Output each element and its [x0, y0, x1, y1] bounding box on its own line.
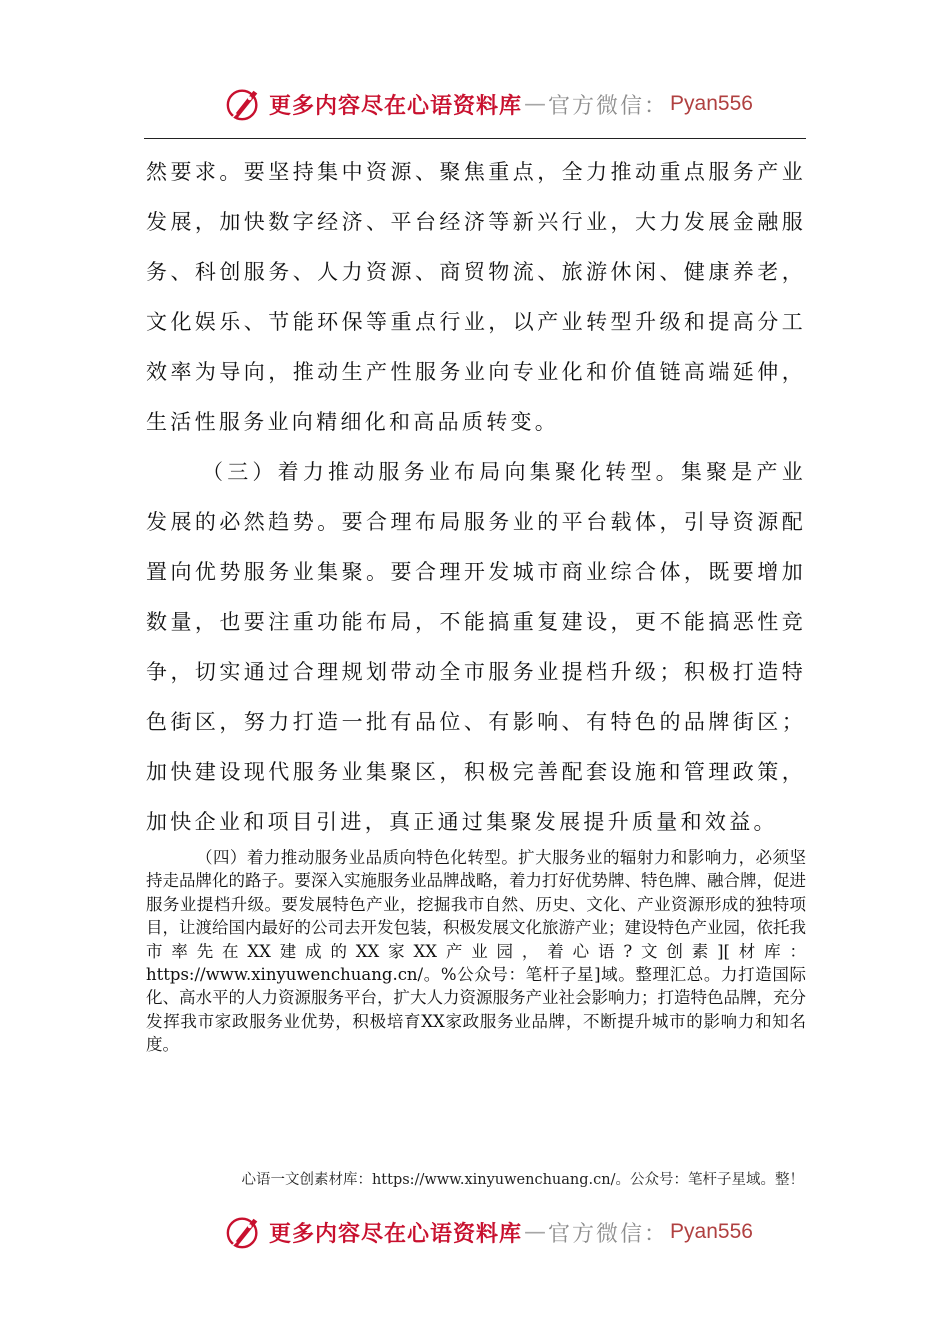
- header-official-label: 官方微信：: [548, 93, 669, 119]
- paragraph-four: （四）着力推动服务业品质向特色化转型。扩大服务业的辐射力和影响力，必须坚持走品牌化的路子。要深入实施服务业品牌战略，着力打好优势牌、特色牌、融合牌，促进服务业提档升级。要发展特色产业，挖掘我市自然、历史、文化、产业资源形成的独特项目，让渡给国内最好的公司去开发包装，积极发展文化旅游产业；建设特色产业园，依托我市率先在XX建成的XX家XX产业园，着心语?文创素][材库：https://www.xinyuwenchuang.cn/。%公众号：笔杆子星]域。整理汇总。力打造国际化、高水平的人力资源服务平台，扩大人力资源服务产业社会影响力；打造特色品牌，充分发挥我市家政服务业优势，积极培育XX家政服务业品牌，不断提升城市的影响力和知名度。: [146, 848, 806, 1055]
- footer-wechat-id: Pyan556: [670, 1220, 753, 1243]
- paragraph-three: （三）着力推动服务业布局向集聚化转型。集聚是产业发展的必然趋势。要合理布局服务业的平台载体，引导资源配置向优势服务业集聚。要合理开发城市商业综合体，既要增加数量，也要注重功能布局，不能搞重复建设，更不能搞恶性竞争，切实通过合理规划带动全市服务业提档升级；积极打造特色街区，努力打造一批有品位、有影响、有特色的品牌街区；加快建设现代服务业集聚区，积极完善配套设施和管理政策，加快企业和项目引进，真正通过集聚发展提升质量和效益。: [146, 460, 806, 834]
- footer-banner: [225, 1210, 753, 1254]
- document-body: [146, 147, 806, 847]
- header-title: 更多内容尽在心语资料库: [269, 92, 523, 119]
- footer-title: 更多内容尽在心语资料库: [269, 1220, 523, 1247]
- header-banner: [225, 82, 753, 126]
- header-wechat-id: Pyan556: [670, 92, 753, 115]
- footer-note: 心语一文创素材库：https://www.xinyuwenchuang.cn/。公众号：笔杆子星域。整！: [241, 1172, 804, 1188]
- quill-pen-logo-icon: [225, 85, 263, 123]
- document-body-small: [146, 846, 806, 1057]
- header-separator: —: [524, 91, 547, 117]
- quill-pen-logo-icon: [225, 1213, 263, 1251]
- paragraph-continued: 然要求。要坚持集中资源、聚焦重点，全力推动重点服务产业发展，加快数字经济、平台经济等新兴行业，大力发展金融服务、科创服务、人力资源、商贸物流、旅游休闲、健康养老，文化娱乐、节能环保等重点行业，以产业转型升级和提高分工效率为导向，推动生产性服务业向专业化和价值链高端延伸，生活性服务业向精细化和高品质转变。: [146, 160, 806, 434]
- footer-official-label: 官方微信：: [548, 1221, 669, 1247]
- footer-separator: —: [524, 1219, 547, 1245]
- header-divider: [144, 138, 806, 139]
